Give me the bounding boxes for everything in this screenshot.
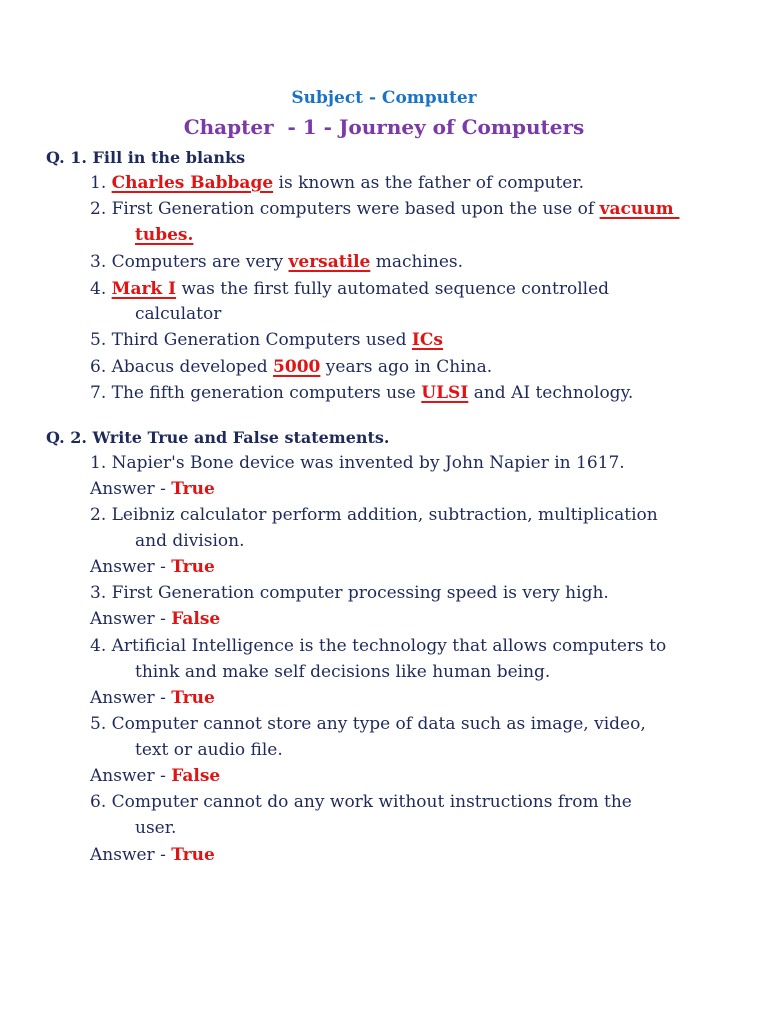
- blank-answer: 5000: [273, 357, 321, 377]
- blank-answer-continuation: tubes.: [135, 225, 194, 245]
- q1-item-4: [90, 279, 609, 299]
- item-number: 7.: [90, 383, 107, 403]
- blank-answer: Charles Babbage: [111, 173, 274, 193]
- item-number: 5.: [90, 714, 107, 734]
- item-number: 3.: [90, 583, 107, 603]
- q2-item-6: [90, 792, 632, 812]
- item-text-post: machines.: [370, 252, 464, 272]
- item-text-pre: First Generation computers were based upon the use of: [111, 199, 600, 219]
- item-text-pre: Abacus developed: [111, 357, 274, 377]
- q2-answer-4: [90, 688, 215, 708]
- statement-text: Artificial Intelligence is the technology that allows computers to: [111, 636, 667, 656]
- item-text-pre: The fifth generation computers use: [111, 383, 422, 403]
- subject-title: Subject - Computer: [291, 88, 477, 108]
- item-number: 4.: [90, 279, 107, 299]
- q2-item-6-continuation: user.: [135, 818, 177, 838]
- q2-heading: Q. 2. Write True and False statements.: [46, 428, 390, 447]
- item-text-pre: Third Generation Computers used: [111, 330, 412, 350]
- answer-label: Answer -: [90, 845, 172, 865]
- q2-item-4: [90, 636, 666, 656]
- statement-text: Napier's Bone device was invented by John Napier in 1617.: [111, 453, 625, 473]
- statement-text: Leibniz calculator perform addition, subtraction, multiplication: [111, 505, 658, 525]
- q1-item-2-continuation: [135, 225, 193, 245]
- item-text-post: years ago in China.: [320, 357, 493, 377]
- q2-item-4-continuation: think and make self decisions like human being.: [135, 662, 551, 682]
- item-number: 2.: [90, 199, 107, 219]
- answer-label: Answer -: [90, 766, 172, 786]
- blank-answer: versatile: [288, 252, 371, 272]
- q2-answer-3: [90, 609, 220, 629]
- blank-answer: ICs: [411, 330, 443, 350]
- q2-item-2-continuation: and division.: [135, 531, 245, 551]
- blank-answer: Mark I: [111, 279, 177, 299]
- q1-item-2: [90, 199, 679, 219]
- q1-item-7: [90, 383, 633, 403]
- item-number: 2.: [90, 505, 107, 525]
- true-false-answer: True: [171, 557, 215, 577]
- blank-answer: vacuum: [599, 199, 680, 219]
- q2-item-5: [90, 714, 646, 734]
- q1-item-1: [90, 173, 584, 193]
- statement-text: Computer cannot do any work without instructions from the: [111, 792, 632, 812]
- item-text-pre: Computers are very: [111, 252, 289, 272]
- item-number: 3.: [90, 252, 107, 272]
- q1-item-3: [90, 252, 463, 272]
- true-false-answer: True: [171, 845, 215, 865]
- item-text-post: and AI technology.: [468, 383, 634, 403]
- item-number: 5.: [90, 330, 107, 350]
- item-text-post: is known as the father of computer.: [273, 173, 584, 193]
- item-number: 4.: [90, 636, 107, 656]
- q1-heading: Q. 1. Fill in the blanks: [46, 148, 246, 167]
- q2-item-2: [90, 505, 658, 525]
- true-false-answer: False: [171, 766, 221, 786]
- q2-answer-6: [90, 845, 215, 865]
- q1-item-6: [90, 357, 492, 377]
- statement-text: Computer cannot store any type of data such as image, video,: [111, 714, 646, 734]
- true-false-answer: False: [171, 609, 221, 629]
- statement-text: First Generation computer processing speed is very high.: [111, 583, 609, 603]
- true-false-answer: True: [171, 479, 215, 499]
- answer-label: Answer -: [90, 557, 172, 577]
- item-text-post: was the first fully automated sequence controlled: [176, 279, 610, 299]
- answer-label: Answer -: [90, 609, 172, 629]
- q2-item-5-continuation: text or audio file.: [135, 740, 283, 760]
- q2-item-1: [90, 453, 625, 473]
- item-number: 6.: [90, 792, 107, 812]
- q2-answer-1: [90, 479, 215, 499]
- item-number: 6.: [90, 357, 107, 377]
- item-number: 1.: [90, 453, 107, 473]
- q2-answer-2: [90, 557, 215, 577]
- answer-label: Answer -: [90, 479, 172, 499]
- q2-answer-5: [90, 766, 220, 786]
- blank-answer: ULSI: [421, 383, 469, 403]
- answer-label: Answer -: [90, 688, 172, 708]
- chapter-title: Chapter - 1 - Journey of Computers: [183, 115, 585, 139]
- q2-item-3: [90, 583, 609, 603]
- q1-item-5: [90, 330, 443, 350]
- true-false-answer: True: [171, 688, 215, 708]
- q1-item-4-continuation: calculator: [135, 304, 222, 324]
- item-number: 1.: [90, 173, 107, 193]
